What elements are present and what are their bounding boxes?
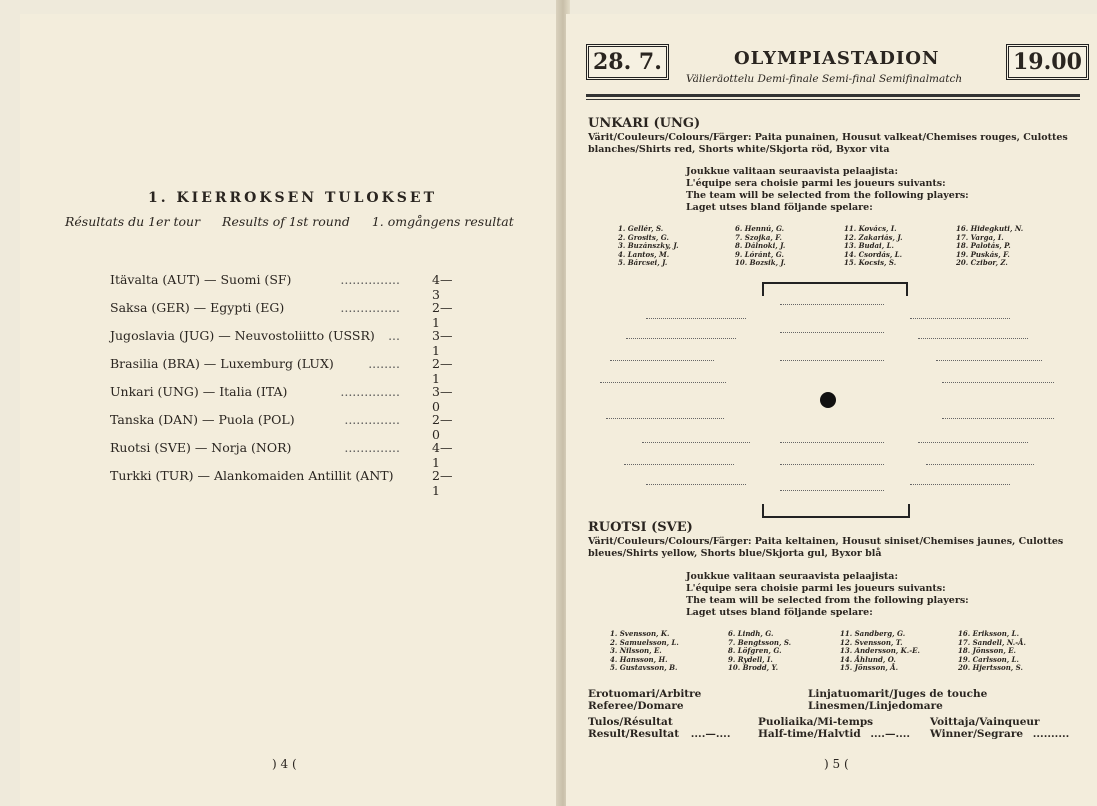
result-score: 4—3 xyxy=(432,272,453,302)
player-name: 3. Nilsson, E. xyxy=(610,646,662,656)
player-name: 1. Gellér, S. xyxy=(618,224,664,233)
lineup-slot xyxy=(780,360,884,361)
winner-label-2 xyxy=(930,728,1069,740)
round-results-subheading xyxy=(65,214,532,229)
selection-sv: Laget utses bland följande spelare: xyxy=(686,607,873,618)
halftime-label-text: Half-time/Halvtid xyxy=(758,728,861,740)
result-row xyxy=(110,300,460,330)
team2-name: RUOTSI (SVE) xyxy=(588,520,693,535)
player-name: 14. Åhlund, O. xyxy=(840,654,896,664)
result-row xyxy=(110,384,460,414)
result-match: Ruotsi (SVE) — Norja (NOR) xyxy=(110,440,292,455)
right-page xyxy=(566,14,1097,806)
goal-area-top xyxy=(762,282,908,296)
lineup-slot xyxy=(600,382,726,383)
player-name: 15. Kocsis, S. xyxy=(844,258,897,268)
selection-fr: L'équipe sera choisie parmi les joueurs suivants: xyxy=(686,583,946,594)
result-row xyxy=(110,272,460,302)
result-match: Turkki (TUR) — Alankomaiden Antillit (ANT) xyxy=(110,468,394,483)
referee-label: Erotuomari/Arbitre xyxy=(588,688,702,700)
result-label: Tulos/Résultat xyxy=(588,716,673,728)
subheading-en: Results of 1st round xyxy=(222,214,350,229)
winner-label: Voittaja/Vainqueur xyxy=(930,716,1040,728)
result-match: Tanska (DAN) — Puola (POL) xyxy=(110,412,295,427)
lineup-slot xyxy=(646,484,746,485)
lineup-slot xyxy=(936,360,1042,361)
player-name: 8. Löfgren, G. xyxy=(728,646,782,656)
player-name: 4. Hansson, H. xyxy=(610,654,668,664)
player-name: 20. Hjertsson, S. xyxy=(958,663,1023,673)
team2-colors: Värit/Couleurs/Colours/Färger: Paita keltainen, Housut siniset/Chemises jaunes, Culottes bleues/Shirts yellow, Shorts blue/Skjorta gul, Byxor blå xyxy=(588,536,1064,559)
player-name: 12. Svensson, T. xyxy=(840,637,903,647)
player-name: 5. Bárcsei, J. xyxy=(618,258,668,268)
result-row xyxy=(110,356,460,386)
player-name: 1. Svensson, K. xyxy=(610,629,670,638)
result-dots: ............... xyxy=(340,384,400,399)
page-number: ) 5 ( xyxy=(824,757,849,771)
lineup-slot xyxy=(910,318,1010,319)
lineup-slot xyxy=(780,304,884,305)
result-match: Unkari (UNG) — Italia (ITA) xyxy=(110,384,288,399)
lineup-slot xyxy=(624,464,734,465)
result-row xyxy=(110,328,460,358)
lineup-slot xyxy=(626,338,736,339)
lineup-slot xyxy=(780,442,884,443)
referee-label-2: Referee/Domare xyxy=(588,700,684,712)
player-name: 6. Lindh, G. xyxy=(728,629,774,638)
selection-en: The team will be selected from the following players: xyxy=(686,190,969,201)
player-name: 20. Czibor, Z. xyxy=(956,258,1008,268)
halftime-label-2 xyxy=(758,728,910,740)
result-blank: ....—.... xyxy=(690,728,731,740)
halftime-label: Puoliaika/Mi-temps xyxy=(758,716,874,728)
subheading-sv: 1. omgångens resultat xyxy=(371,214,514,229)
header-rule-thin xyxy=(586,99,1080,100)
lineup-slot xyxy=(642,442,750,443)
selection-fi: Joukkue valitaan seuraavista pelaajista: xyxy=(686,571,898,582)
player-name: 13. Andersson, K.-E. xyxy=(840,646,920,656)
page-number: ) 4 ( xyxy=(272,757,297,771)
player-name: 9. Rydell, I. xyxy=(728,654,773,664)
player-name: 2. Samuelsson, L. xyxy=(610,637,679,647)
player-name: 5. Gustavsson, B. xyxy=(610,663,678,673)
player-name: 12. Zakariás, J. xyxy=(844,232,903,242)
result-score: 3—0 xyxy=(432,384,453,414)
result-label-2 xyxy=(588,728,730,740)
player-name: 11. Sandberg, G. xyxy=(840,629,906,638)
team1-colors: Värit/Couleurs/Colours/Färger: Paita punainen, Housut valkeat/Chemises rouges, Culottes blanches/Shirts red, Shorts white/Skjorta röd, Byxor vita xyxy=(588,132,1068,155)
selection-sv: Laget utses bland följande spelare: xyxy=(686,202,873,213)
team2-selection-text xyxy=(686,571,969,619)
lineup-slot xyxy=(606,418,724,419)
player-name: 8. Dálnoki, J. xyxy=(735,241,786,251)
match-date: 28. 7. xyxy=(586,44,669,80)
left-page xyxy=(20,14,560,806)
lineup-slot xyxy=(926,464,1034,465)
result-dots: .............. xyxy=(344,440,400,455)
result-score: 3—1 xyxy=(432,328,453,358)
result-dots: ........ xyxy=(368,356,400,371)
linesmen-label-2: Linesmen/Linjedomare xyxy=(808,700,943,712)
player-name: 18. Jönsson, E. xyxy=(958,646,1016,656)
winner-label-text: Winner/Segrare xyxy=(930,728,1024,740)
lineup-slot xyxy=(918,338,1028,339)
linesmen-label: Linjatuomarit/Juges de touche xyxy=(808,688,988,700)
player-name: 16. Hidegkuti, N. xyxy=(956,224,1024,233)
lineup-slot xyxy=(646,318,746,319)
selection-en: The team will be selected from the following players: xyxy=(686,595,969,606)
selection-fr: L'équipe sera choisie parmi les joueurs suivants: xyxy=(686,178,946,189)
venue-title: OLYMPIASTADION xyxy=(734,48,940,69)
result-dots: ............... xyxy=(340,272,400,287)
player-name: 13. Budai, L. xyxy=(844,241,894,251)
result-score: 2—1 xyxy=(432,468,453,498)
result-match: Saksa (GER) — Egypti (EG) xyxy=(110,300,285,315)
lineup-slot xyxy=(780,490,884,491)
halftime-blank: ....—.... xyxy=(870,728,911,740)
player-name: 9. Lóránt, G. xyxy=(735,249,784,259)
player-name: 17. Varga, I. xyxy=(956,232,1004,242)
player-name: 19. Puskás, F. xyxy=(956,249,1010,259)
result-label-text: Result/Resultat xyxy=(588,728,680,740)
player-name: 6. Hennú, G. xyxy=(735,224,785,233)
player-name: 7. Szojka, F. xyxy=(735,232,782,242)
lineup-slot xyxy=(910,484,1010,485)
player-name: 14. Csordás, L. xyxy=(844,249,903,259)
goal-area-bottom xyxy=(762,504,910,518)
result-dots: ............... xyxy=(340,300,400,315)
result-score: 4—1 xyxy=(432,440,453,470)
result-dots: ... xyxy=(388,328,400,343)
result-score: 2—1 xyxy=(432,300,453,330)
kickoff-time: 19.00 xyxy=(1006,44,1089,80)
result-row xyxy=(110,468,460,498)
player-name: 7. Bengtsson, S. xyxy=(728,637,792,647)
player-name: 16. Eriksson, L. xyxy=(958,629,1020,638)
player-name: 11. Kovács, I. xyxy=(844,224,897,233)
winner-blank: .......... xyxy=(1032,728,1070,740)
result-row xyxy=(110,440,460,470)
player-name: 15. Jönsson, Å. xyxy=(840,663,899,673)
team1-selection-text xyxy=(686,166,969,214)
round-results-heading: 1. KIERROKSEN TULOKSET xyxy=(148,190,437,206)
result-match: Brasilia (BRA) — Luxemburg (LUX) xyxy=(110,356,334,371)
subheading-fr: Résultats du 1er tour xyxy=(65,214,201,229)
result-row xyxy=(110,412,460,442)
lineup-slot xyxy=(780,332,884,333)
player-name: 18. Palotás, P. xyxy=(956,241,1011,251)
result-dots: .............. xyxy=(344,412,400,427)
player-name: 2. Grosits, G. xyxy=(618,232,669,242)
player-name: 19. Carlsson, L. xyxy=(958,654,1019,664)
player-name: 3. Buzánszky, J. xyxy=(618,241,679,251)
lineup-slot xyxy=(918,442,1028,443)
lineup-slot xyxy=(780,464,884,465)
player-name: 10. Bozsik, J. xyxy=(735,258,786,268)
player-name: 4. Lantos, M. xyxy=(618,249,670,259)
lineup-slot xyxy=(942,418,1054,419)
player-name: 10. Brodd, Y. xyxy=(728,663,779,673)
result-match: Jugoslavia (JUG) — Neuvostoliitto (USSR) xyxy=(110,328,375,343)
player-name: 17. Sandell, N.-Å. xyxy=(958,637,1026,647)
result-match: Itävalta (AUT) — Suomi (SF) xyxy=(110,272,292,287)
team1-name: UNKARI (UNG) xyxy=(588,116,701,131)
result-score: 2—0 xyxy=(432,412,453,442)
header-rule xyxy=(586,94,1080,97)
result-score: 2—1 xyxy=(432,356,453,386)
round-subtitle: Välieräottelu Demi-finale Semi-final Semifinalmatch xyxy=(686,73,963,85)
lineup-slot xyxy=(610,360,714,361)
lineup-slot xyxy=(942,382,1054,383)
center-spot xyxy=(820,392,836,408)
selection-fi: Joukkue valitaan seuraavista pelaajista: xyxy=(686,166,898,177)
